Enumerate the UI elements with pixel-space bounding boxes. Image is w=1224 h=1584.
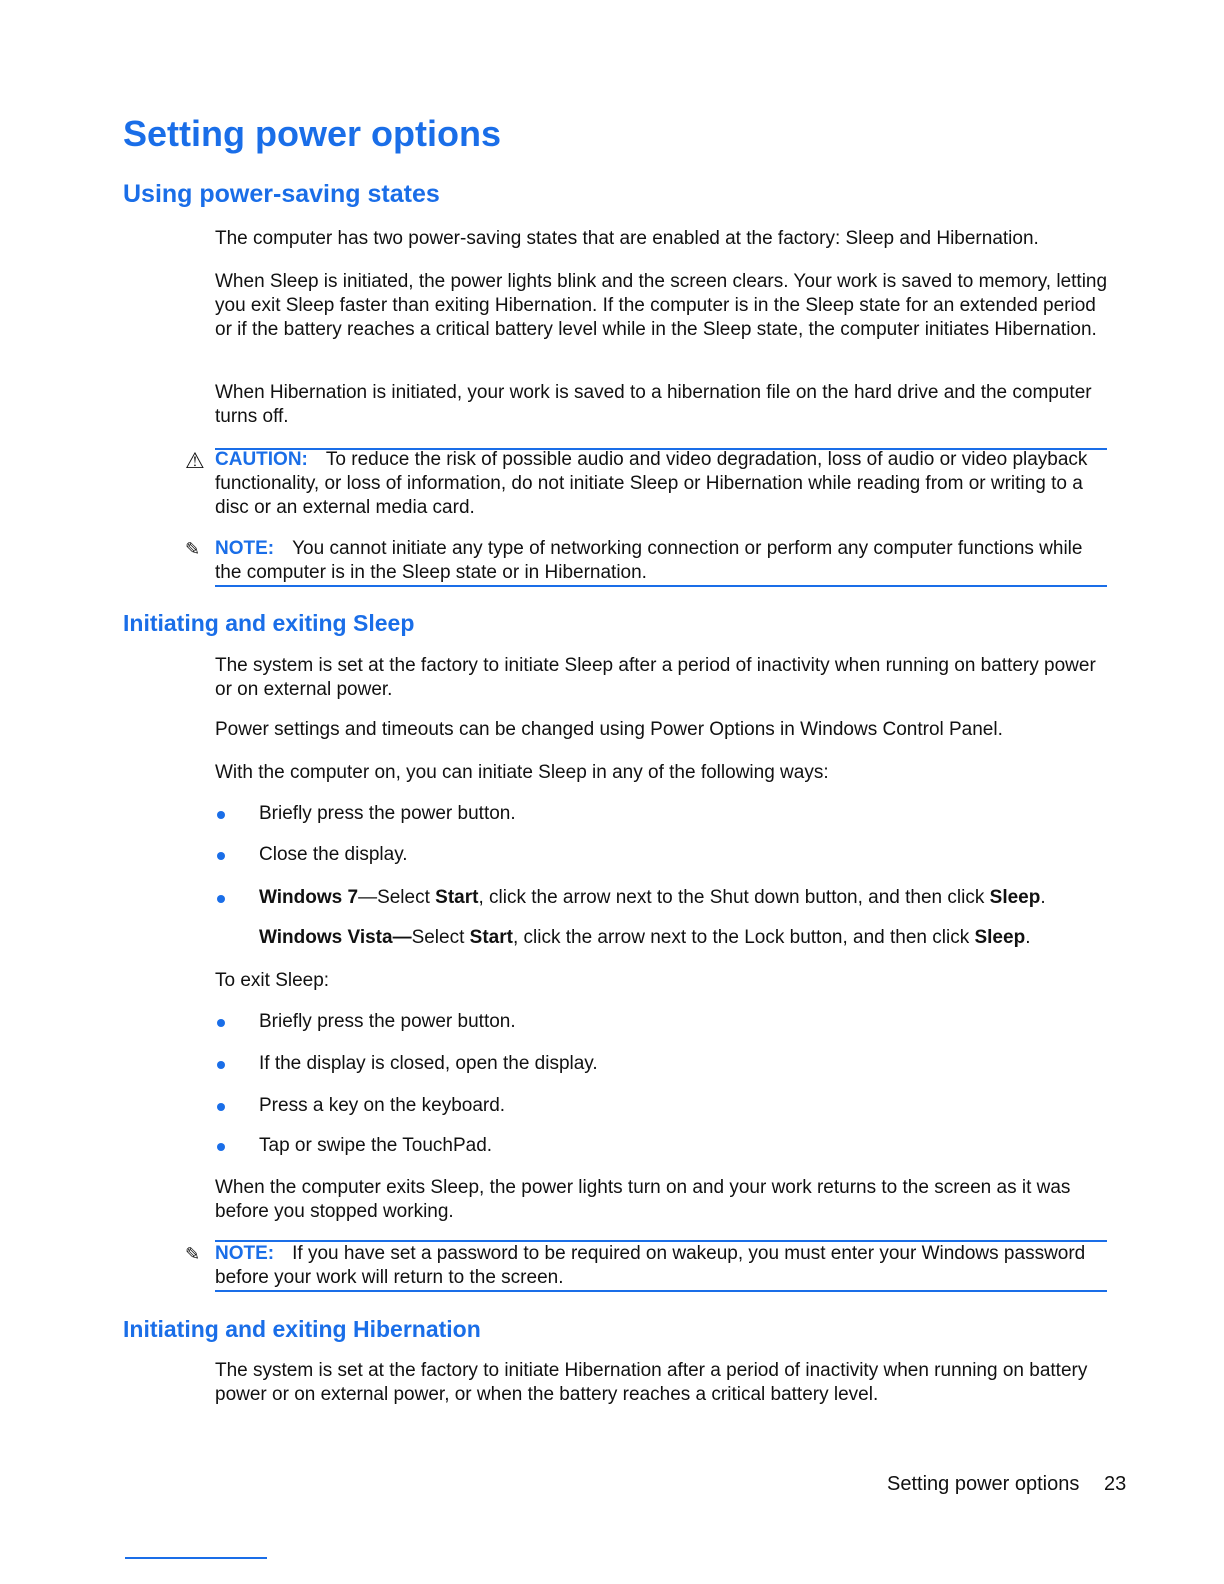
caution-label: CAUTION: <box>215 449 308 470</box>
text: Start <box>469 927 513 948</box>
list-item: Windows Vista—Select Start, click the arrow next to the Lock button, and then click Sleep. <box>259 927 1031 948</box>
note-box <box>215 537 1110 585</box>
text: Sleep <box>989 887 1041 908</box>
list-item: Close the display. <box>259 844 408 865</box>
paragraph: Power settings and timeouts can be changed using Power Options in Windows Control Panel. <box>215 719 1003 740</box>
os-label: Windows Vista <box>259 927 393 948</box>
paragraph: The computer has two power-saving states that are enabled at the factory: Sleep and Hibernation. <box>215 228 1039 249</box>
bullet-icon <box>217 1019 225 1027</box>
divider <box>215 585 1107 587</box>
list-item: Windows 7—Select Start, click the arrow next to the Shut down button, and then click Sleep. <box>259 887 1046 908</box>
note-label: NOTE: <box>215 1243 275 1264</box>
paragraph: When the computer exits Sleep, the power lights turn on and your work returns to the screen as it was before you stopped working. <box>215 1177 1071 1222</box>
section-heading: Using power-saving states <box>123 180 440 208</box>
text: , click the arrow next to the Shut down button, and then click <box>478 887 990 908</box>
bullet-icon <box>217 1103 225 1111</box>
note-label: NOTE: <box>215 538 275 559</box>
bullet-icon <box>217 811 225 819</box>
note-icon: ✎ <box>185 1244 201 1264</box>
list-item: Briefly press the power button. <box>259 803 516 824</box>
list-item: Briefly press the power button. <box>259 1011 516 1032</box>
note-icon: ✎ <box>185 539 201 559</box>
paragraph: The system is set at the factory to initiate Sleep after a period of inactivity when running on battery power or on external power. <box>215 655 1096 700</box>
caution-box <box>215 448 1110 520</box>
paragraph: When Hibernation is initiated, your work is saved to a hibernation file on the hard drive and the computer turns off. <box>215 382 1092 427</box>
text: Start <box>435 887 479 908</box>
caution-text: To reduce the risk of possible audio and video degradation, loss of audio or video playback functionality, or loss of information, do not initiate Sleep or Hibernation while reading from or writing to a disc or an external media card. <box>215 449 1088 518</box>
note-text: You cannot initiate any type of networking connection or perform any computer functions while the computer is in the Sleep state or in Hibernation. <box>215 538 1083 583</box>
page-title: Setting power options <box>123 113 501 154</box>
bullet-icon <box>217 895 225 903</box>
section-heading: Initiating and exiting Hibernation <box>123 1316 481 1342</box>
note-text: If you have set a password to be required on wakeup, you must enter your Windows password before your work will return to the screen. <box>215 1243 1086 1288</box>
bullet-icon <box>217 1061 225 1069</box>
bullet-icon <box>217 1143 225 1151</box>
text: —Select <box>358 887 436 908</box>
text: Sleep <box>974 927 1026 948</box>
section-heading: Initiating and exiting Sleep <box>123 610 415 636</box>
list-item: Press a key on the keyboard. <box>259 1095 506 1116</box>
footer-section: Setting power options <box>887 1473 1080 1495</box>
warning-icon: ⚠ <box>185 448 205 473</box>
paragraph: When Sleep is initiated, the power lights blink and the screen clears. Your work is saved to memory, letting you exit Sleep faster than exiting Hibernation. If the computer is in the Sleep state for an extended period or if the battery reaches a critical battery level while in the Sleep state, the computer initiates Hibernation. <box>215 271 1108 340</box>
paragraph: To exit Sleep: <box>215 970 330 991</box>
list-item: Tap or swipe the TouchPad. <box>259 1135 493 1156</box>
divider <box>215 1290 1107 1292</box>
page-number: 23 <box>1104 1473 1127 1495</box>
os-label: Windows 7 <box>259 887 359 908</box>
text: , click the arrow next to the Lock button, and then click <box>512 927 975 948</box>
footer-rule <box>125 1557 267 1559</box>
bullet-icon <box>217 852 225 860</box>
paragraph: With the computer on, you can initiate Sleep in any of the following ways: <box>215 762 829 783</box>
note-box <box>215 1242 1110 1290</box>
paragraph: The system is set at the factory to initiate Hibernation after a period of inactivity when running on battery power or on external power, or when the battery reaches a critical battery level. <box>215 1360 1088 1405</box>
list-item: If the display is closed, open the display. <box>259 1053 598 1074</box>
